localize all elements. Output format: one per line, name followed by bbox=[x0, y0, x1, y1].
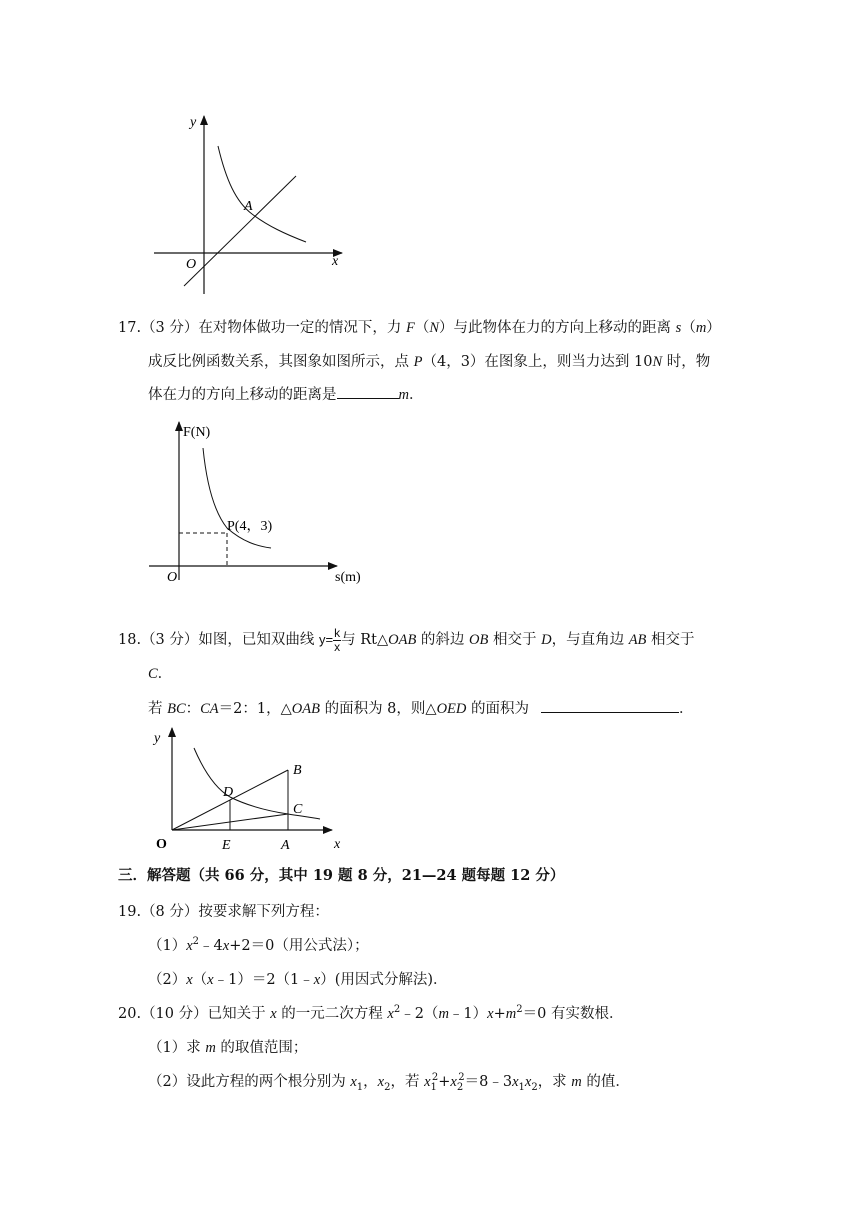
q18-var: OED bbox=[436, 701, 467, 717]
q17-score: （3 分） bbox=[141, 320, 199, 336]
q17-var: m bbox=[695, 320, 707, 336]
q20-text: ﹣2（ bbox=[400, 1006, 439, 1022]
q17-text: 体在力的方向上移动的距离是 bbox=[148, 387, 337, 403]
q19-var: x bbox=[313, 972, 321, 988]
x-axis-label: x bbox=[334, 837, 341, 852]
fraction-denominator: x bbox=[334, 639, 341, 654]
q18-var: D bbox=[541, 632, 552, 648]
q17-text: 成反比例函数关系，其图象如图所示，点 bbox=[148, 354, 414, 370]
q20-var: m bbox=[571, 1074, 582, 1090]
q20-text: ，求 bbox=[537, 1074, 572, 1090]
answer-blank[interactable] bbox=[541, 698, 679, 713]
superscript: 2 bbox=[393, 1004, 401, 1016]
q19-number: 19. bbox=[118, 904, 142, 920]
q17-line1 bbox=[118, 318, 721, 338]
q17-number: 17. bbox=[118, 320, 142, 336]
q17-var: N bbox=[652, 354, 663, 370]
q19-var: x bbox=[207, 972, 214, 988]
label-c: C bbox=[293, 802, 303, 817]
subscript: 2 bbox=[384, 1081, 391, 1093]
part-label: （1） bbox=[148, 1040, 187, 1056]
q19-var: x bbox=[186, 938, 193, 954]
q17-line2 bbox=[148, 352, 710, 372]
q18-text: ． bbox=[157, 666, 173, 682]
part-label: （1） bbox=[148, 938, 187, 954]
q20-text: 的值． bbox=[581, 1074, 630, 1090]
q17-text: 在对物体做功一定的情况下，力 bbox=[198, 320, 407, 336]
straight-line bbox=[184, 176, 296, 286]
q20-text: ﹣1） bbox=[448, 1006, 488, 1022]
q17-var: s bbox=[675, 320, 682, 336]
q18-number: 18. bbox=[118, 632, 142, 648]
subscript: 1 bbox=[430, 1081, 437, 1093]
q20-text: 的取值范围； bbox=[215, 1040, 308, 1056]
q20-text: 的一元二次方程 bbox=[276, 1006, 388, 1022]
y-axis-label: F(N) bbox=[183, 425, 211, 440]
q20-var: m bbox=[205, 1040, 216, 1056]
q20-var: x bbox=[387, 1006, 394, 1022]
q18-text: 与 Rt△ bbox=[341, 632, 389, 648]
q18-var: OB bbox=[469, 632, 489, 648]
q18-line2 bbox=[148, 664, 172, 684]
superscript: 2 bbox=[431, 1072, 439, 1084]
q18-text: 的面积为 8，则△ bbox=[319, 701, 437, 717]
q20-part2 bbox=[148, 1072, 630, 1092]
q19-part1 bbox=[148, 936, 369, 956]
point-a-label: A bbox=[244, 199, 253, 214]
fraction-k-over-x bbox=[333, 627, 341, 654]
q17-text: ． bbox=[408, 387, 424, 403]
q17-text: （ bbox=[414, 320, 430, 336]
y-axis-label: y bbox=[190, 115, 197, 130]
q18-text: ，与直角边 bbox=[551, 632, 629, 648]
q17-text: ）与此物体在力的方向上移动的距离 bbox=[439, 320, 676, 336]
q20-text: 已知关于 bbox=[207, 1006, 271, 1022]
q17-text: （ bbox=[681, 320, 696, 336]
q18-text: 的面积为 bbox=[466, 701, 529, 717]
q19-score: （8 分） bbox=[141, 904, 199, 920]
q20-number: 20. bbox=[118, 1006, 142, 1022]
q19-text: ﹣1）＝2（1﹣ bbox=[213, 972, 314, 988]
q18-text: ＝2：1，△ bbox=[218, 701, 292, 717]
q18-text: 相交于 bbox=[488, 632, 542, 648]
q20-var: x bbox=[512, 1074, 519, 1090]
q17-var: P bbox=[413, 354, 423, 370]
q20-var: m bbox=[438, 1006, 449, 1022]
q18-line1 bbox=[118, 626, 695, 654]
q17-text: ） bbox=[706, 320, 721, 336]
q17-line3 bbox=[148, 384, 423, 405]
q19-text: （ bbox=[192, 972, 208, 988]
q20-var: x bbox=[487, 1006, 494, 1022]
q17-text: （4，3）在图象上，则当力达到 10 bbox=[422, 354, 653, 370]
origin-label: O bbox=[186, 257, 197, 272]
q18-var: OAB bbox=[291, 701, 320, 717]
q18-text: 相交于 bbox=[646, 632, 695, 648]
q18-text: 若 bbox=[148, 701, 168, 717]
q17-var: m bbox=[398, 387, 409, 403]
superscript: 2 bbox=[516, 1004, 523, 1016]
q20-var: x bbox=[350, 1074, 357, 1090]
point-p-label: P(4，3) bbox=[227, 519, 273, 534]
q17-text: 时，物 bbox=[662, 354, 711, 370]
superscript: 2 bbox=[458, 1072, 465, 1084]
q20-text: ，若 bbox=[390, 1074, 425, 1090]
q18-var: AB bbox=[628, 632, 647, 648]
q18-line3 bbox=[148, 698, 694, 719]
formula-y: y= bbox=[319, 632, 334, 647]
q18-text: 如图，已知双曲线 bbox=[198, 632, 320, 648]
subscript: 1 bbox=[518, 1081, 525, 1093]
part-label: （2） bbox=[148, 1074, 187, 1090]
subscript: 2 bbox=[531, 1081, 538, 1093]
label-e: E bbox=[222, 838, 231, 853]
q19-var: x bbox=[222, 938, 230, 954]
q19-text: ）(用因式分解法)． bbox=[320, 972, 448, 988]
q20-var: x bbox=[377, 1074, 385, 1090]
q19-var: x bbox=[186, 972, 193, 988]
part-label: （2） bbox=[148, 972, 187, 988]
q20-part1 bbox=[148, 1038, 307, 1058]
q18-score: （3 分） bbox=[141, 632, 199, 648]
q18-var: BC bbox=[167, 701, 186, 717]
q20-text: + bbox=[438, 1074, 451, 1090]
origin-label: O bbox=[167, 570, 178, 585]
subscript: 1 bbox=[356, 1081, 364, 1093]
answer-blank[interactable] bbox=[337, 384, 399, 399]
q18-text: ： bbox=[185, 701, 201, 717]
q20-score: （10 分） bbox=[141, 1006, 208, 1022]
q18-var: C bbox=[148, 666, 158, 682]
label-b: B bbox=[293, 763, 302, 778]
q18-var: CA bbox=[200, 701, 219, 717]
q17-figure bbox=[145, 418, 375, 588]
q20-text: ＝8﹣3 bbox=[464, 1074, 513, 1090]
q20-text: 设此方程的两个根分别为 bbox=[186, 1074, 351, 1090]
x-axis-label: s(m) bbox=[335, 570, 361, 585]
q16-figure bbox=[140, 110, 360, 300]
q20-text: ＝0 有实数根． bbox=[522, 1006, 624, 1022]
q19-text: ﹣4 bbox=[199, 938, 223, 954]
q17-var: F bbox=[406, 320, 415, 336]
q17-var: N bbox=[429, 320, 440, 336]
q18-text: 的斜边 bbox=[416, 632, 470, 648]
fraction-numerator: k bbox=[334, 625, 341, 640]
q20-text: ， bbox=[363, 1074, 378, 1090]
q20-var: x bbox=[450, 1074, 457, 1090]
q20-var: x bbox=[270, 1006, 277, 1022]
q18-var: OAB bbox=[388, 632, 417, 648]
section3-title: 三．解答题（共 66 分，其中 19 题 8 分，21—24 题每题 12 分） bbox=[118, 867, 565, 884]
q20-text: 求 bbox=[186, 1040, 206, 1056]
subscript: 2 bbox=[456, 1081, 464, 1093]
superscript: 2 bbox=[192, 936, 200, 948]
q19-text: 按要求解下列方程： bbox=[198, 904, 329, 920]
q18-figure bbox=[148, 726, 348, 854]
y-axis-label: y bbox=[154, 731, 161, 746]
q20-var: m bbox=[505, 1006, 517, 1022]
q20-stem bbox=[118, 1004, 623, 1024]
q19-stem bbox=[118, 902, 329, 922]
hyperbola-curve bbox=[218, 146, 306, 242]
label-a: A bbox=[281, 838, 290, 853]
q20-var: x bbox=[424, 1074, 431, 1090]
label-d: D bbox=[223, 785, 234, 800]
q18-text: ． bbox=[679, 701, 694, 717]
label-o: O bbox=[156, 837, 167, 852]
x-axis-label: x bbox=[332, 254, 339, 269]
q19-text: +2＝0（用公式法）； bbox=[229, 938, 369, 954]
q20-text: + bbox=[493, 1006, 506, 1022]
q19-part2 bbox=[148, 970, 448, 990]
q20-var: x bbox=[524, 1074, 532, 1090]
